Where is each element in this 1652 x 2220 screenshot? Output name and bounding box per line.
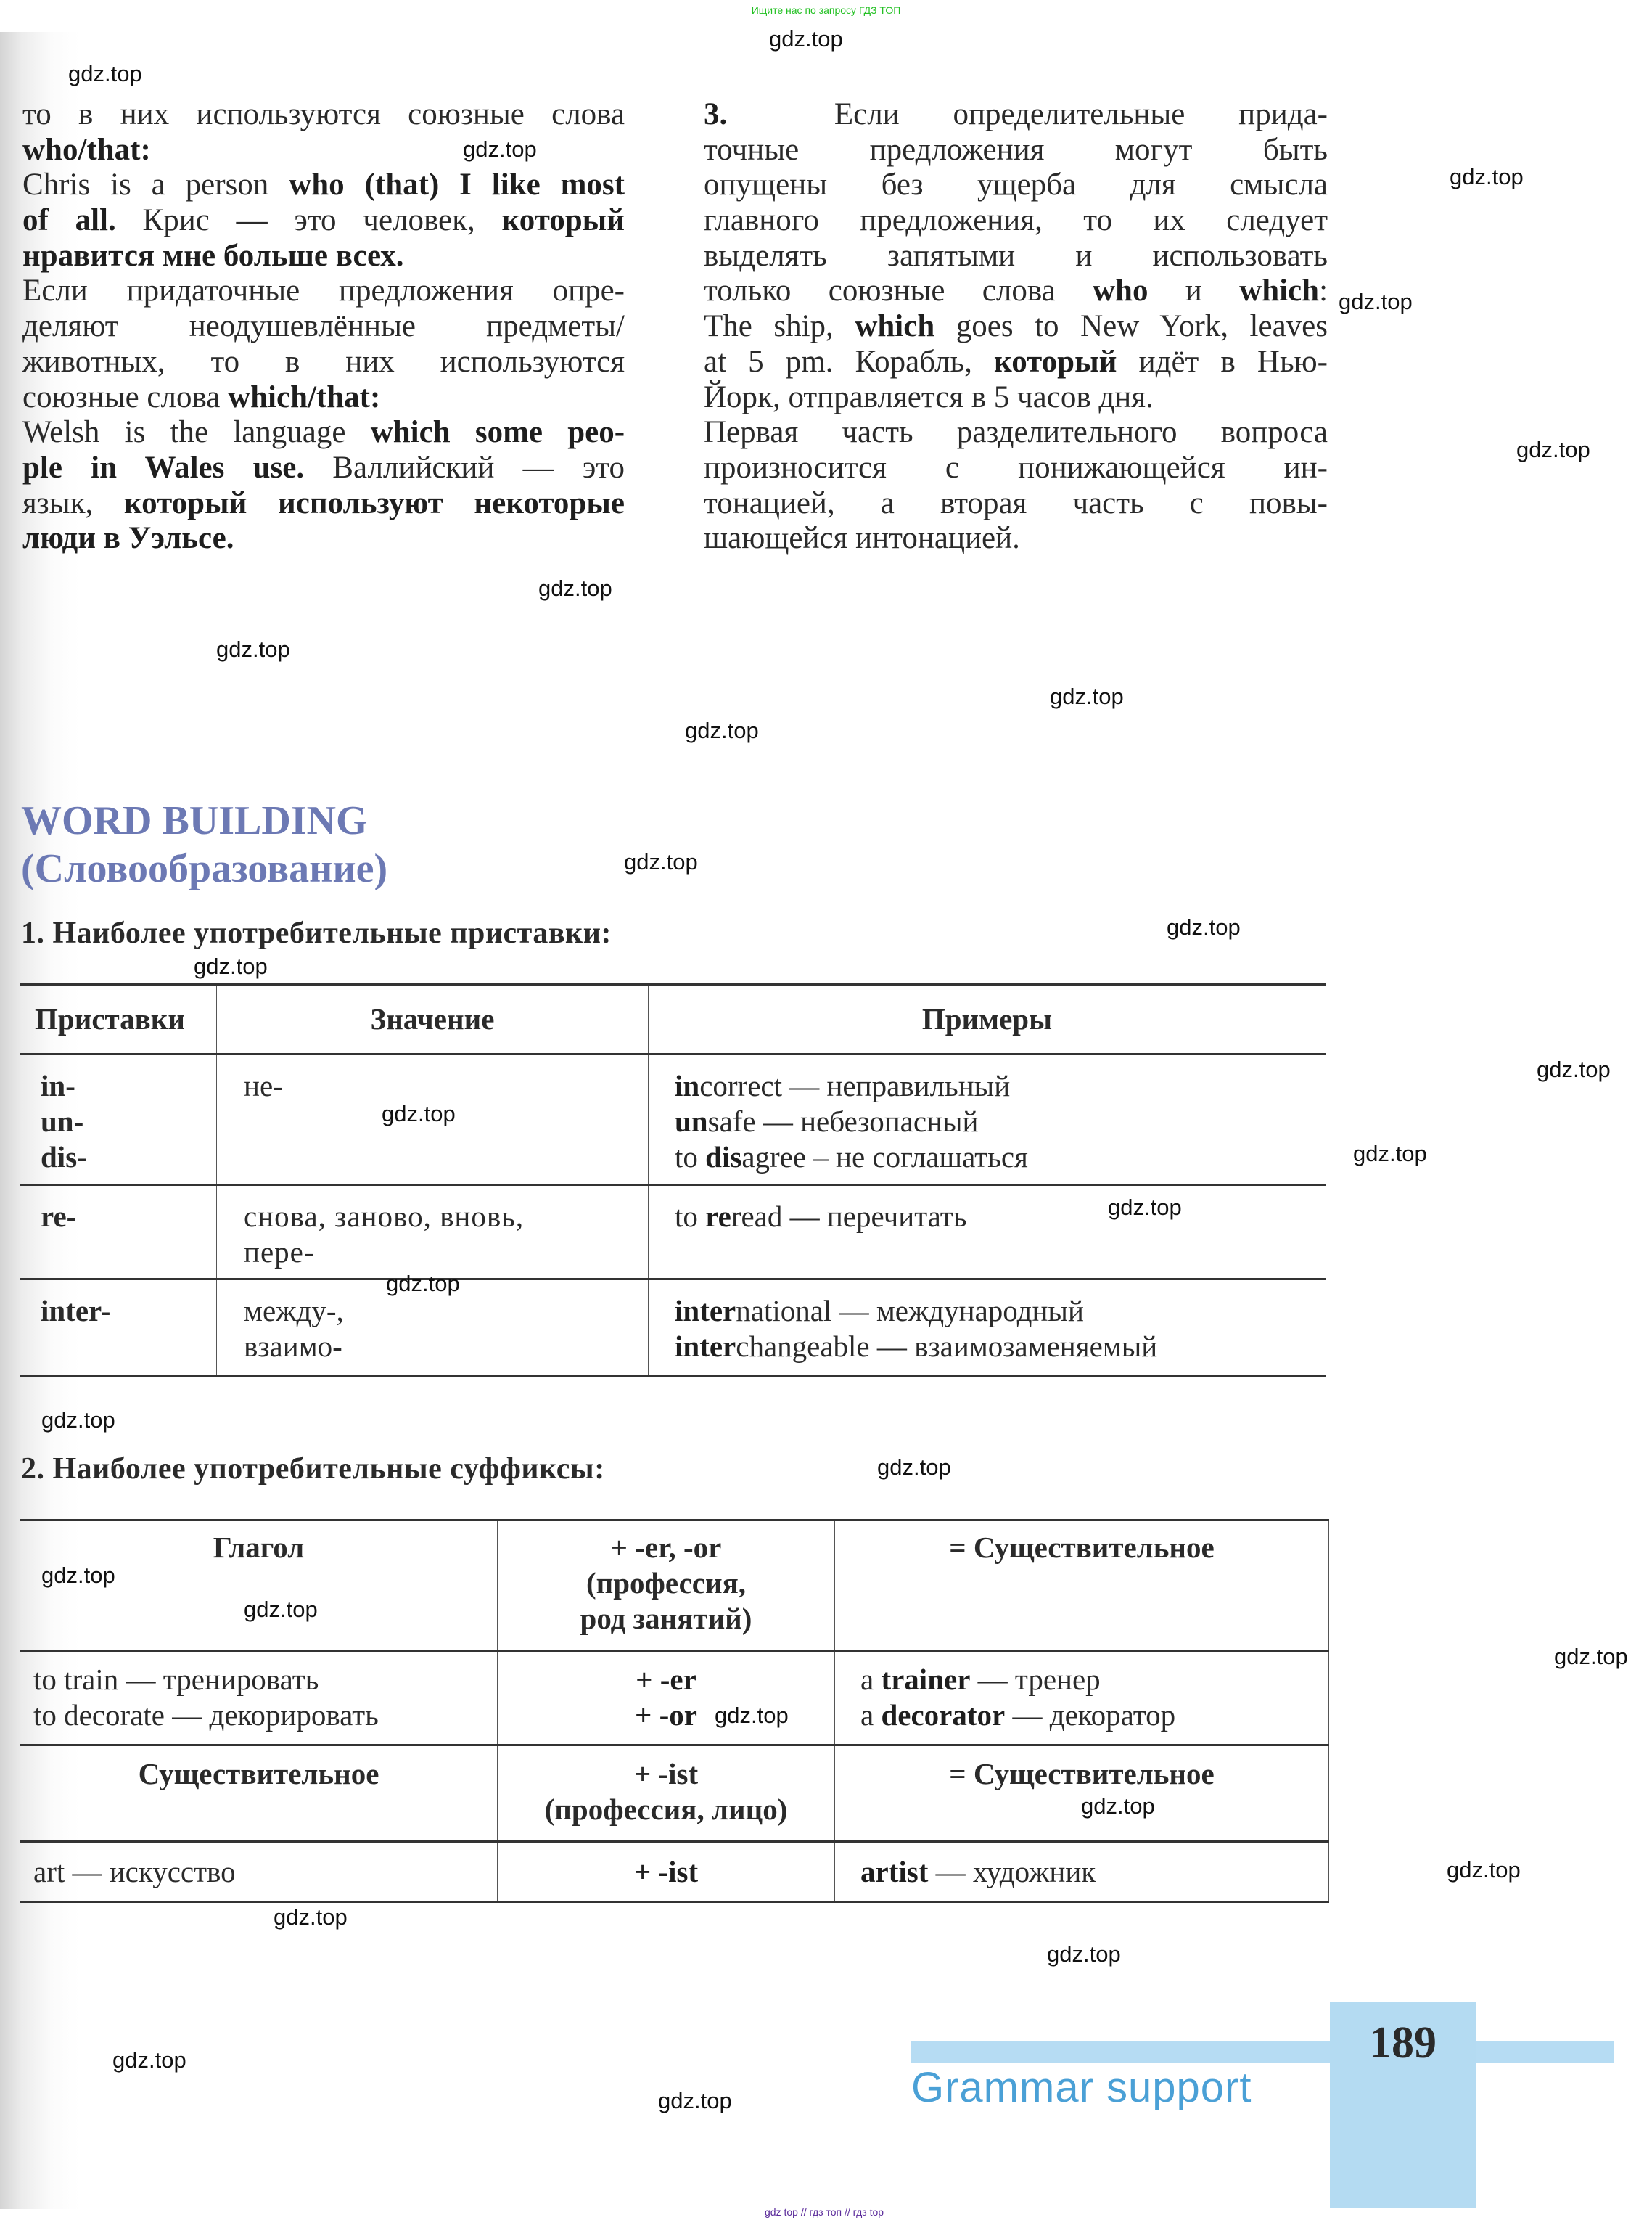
noun-cell [20,1842,498,1902]
watermark: gdz.top [538,576,612,601]
text: Если определительные прида- [727,97,1328,131]
cell-line [20,1530,497,1565]
text: — художник [928,1854,1096,1888]
text: точные предложения могут быть [704,132,1328,167]
prefix-cell [20,1185,217,1279]
text: (профессия, лицо) [544,1793,788,1826]
text: Йорк, отправляется в 5 часов дня. [704,380,1154,414]
text-line [704,415,1328,451]
text: read — перечитать [731,1200,967,1233]
text-line [704,486,1328,522]
text: — тренер [970,1663,1101,1696]
watermark: gdz.top [1450,164,1524,189]
left-text-column [22,97,625,557]
suffixes-heading: 2. Наиболее употребительные суффиксы: [21,1452,605,1486]
watermark: gdz.top [386,1271,460,1296]
header-cell: Приставки [20,985,217,1054]
section-subtitle: (Словообразование) [21,846,388,891]
text: Chris is a person [22,168,289,202]
text: art — искусство [33,1854,236,1888]
cell-line [244,1068,648,1104]
right-text-column [704,97,1328,557]
watermark: gdz.top [1108,1195,1182,1220]
text: to decorate — декорировать [33,1698,379,1732]
text-line [704,133,1328,168]
text: changeable — взаимозаменяемый [736,1330,1158,1363]
text: взаимо- [244,1330,342,1363]
watermark: gdz.top [624,849,698,875]
watermark: gdz.top [877,1454,951,1480]
text-line [22,274,625,309]
cell-line [41,1199,216,1234]
text: главного предложения, то их следует [704,203,1328,238]
text: goes to New York, leaves [934,309,1328,344]
cell-line [33,1854,497,1890]
bold-text: + -er [636,1663,696,1696]
text: язык, [22,486,124,520]
bold-text: нравится мне больше всех. [22,238,404,273]
watermark: gdz.top [68,61,142,86]
text: re- [41,1200,77,1233]
text: Welsh is the language [22,415,371,450]
cell-line [835,1756,1328,1792]
text: опущены без ущерба для смысла [704,168,1328,202]
text-line [22,239,625,274]
noun-cell [835,1842,1329,1902]
watermark: gdz.top [1050,684,1124,709]
bold-text: in [675,1069,700,1102]
table-header-row [20,985,1326,1054]
cell-line [498,1530,834,1565]
cell-line [675,1293,1326,1329]
text: (профессия, [585,1566,747,1600]
cell-line [244,1293,648,1329]
text-line [704,451,1328,486]
suffix-cell [498,1842,835,1902]
watermark: gdz.top [1167,914,1241,940]
text: Первая часть разделительного вопроса [704,415,1328,450]
watermark: gdz.top [1537,1057,1611,1082]
bold-text: un [675,1105,708,1138]
watermark: gdz.top [41,1562,115,1588]
text: не- [244,1069,283,1102]
bold-text: который [993,344,1117,379]
watermark: gdz.top [1339,289,1413,314]
header-cell [20,1745,498,1842]
cell-line [498,1565,834,1601]
bold-text: of all. [22,203,116,238]
meaning-cell [217,1185,649,1279]
text-line [22,345,625,380]
section-label: Grammar support [911,2064,1252,2111]
watermark: gdz.top [274,1904,348,1930]
watermark: gdz.top [1047,1941,1121,1967]
text: national — международный [736,1294,1084,1327]
text: Существительное [138,1757,379,1790]
cell-line [244,1234,648,1270]
text-line [704,274,1328,309]
header-cell: Примеры [649,985,1326,1054]
table-header-row [20,1520,1329,1651]
text-line [704,203,1328,239]
text: род занятий) [580,1602,752,1635]
text: in- [41,1069,75,1102]
bold-text: ple in Wales use. [22,450,305,485]
text: снова, заново, вновь, [244,1200,525,1233]
cell-line [860,1697,1328,1733]
watermark: gdz.top [1447,1857,1521,1883]
text: между-, [244,1294,344,1327]
bold-text: inter [675,1330,736,1363]
watermark: gdz.top [1353,1141,1427,1166]
cell-line [835,1530,1328,1565]
bold-text: decorator [881,1698,1006,1732]
header-cell [498,1520,835,1651]
text: + -ist [633,1757,699,1790]
text: to train — тренировать [33,1663,319,1696]
text-line [704,309,1328,345]
text-line [22,168,625,203]
cell-line [498,1854,834,1890]
cell-line [675,1139,1326,1175]
text: to [675,1140,706,1174]
bold-text: люди в Уэльсе. [22,521,234,556]
text: — декоратор [1005,1698,1176,1732]
cell-line [498,1756,834,1792]
section-title: WORD BUILDING [21,798,368,843]
text-line [22,97,625,133]
suffix-cell [498,1651,835,1745]
top-banner[interactable]: Ищите нас по запросу ГДЗ ТОП [751,4,901,16]
bold-text: which [1239,274,1320,308]
cell-line [675,1104,1326,1139]
text-line [22,486,625,522]
watermark: gdz.top [194,954,268,979]
watermark: gdz.top [658,2088,732,2113]
text: a [860,1698,882,1732]
watermark: gdz.top [244,1597,318,1622]
bold-text: re [705,1200,731,1233]
table-row [20,1054,1326,1185]
text-line [704,345,1328,380]
text: и [1148,274,1240,308]
cell-line [860,1662,1328,1697]
header-cell [835,1520,1329,1651]
text: Глагол [213,1531,305,1564]
cell-line [20,1756,497,1792]
text: : [1319,274,1328,308]
table-row [20,1651,1329,1745]
text: пере- [244,1235,315,1269]
text: деляют неодушевлённые предметы/ [22,309,625,344]
text: agree – не соглашаться [741,1140,1028,1174]
watermark: gdz.top [216,636,290,662]
bold-text: который используют некоторые [123,486,625,520]
text-line [22,415,625,451]
noun-cell [835,1651,1329,1745]
watermark: gdz.top [463,136,537,162]
watermark: gdz.top [41,1407,115,1433]
bold-text: which [855,309,935,344]
text-line [704,380,1328,416]
text: произносится с понижающейся ин- [704,450,1328,485]
suffix-table [20,1519,1329,1903]
text-line [22,203,625,239]
text: шающейся интонацией. [704,521,1020,556]
text: to [675,1200,706,1233]
watermark: gdz.top [382,1101,456,1126]
cell-line [675,1329,1326,1364]
bold-text: 3. [704,97,728,131]
bold-text: artist [860,1854,929,1888]
prefix-cell [20,1279,217,1376]
text: идёт в Нью- [1117,344,1328,379]
bold-text: inter [675,1294,736,1327]
footer-band [911,2041,1614,2063]
bold-text: which some peo- [370,415,625,450]
text: un- [41,1105,84,1138]
bold-text: который [501,203,625,238]
text: inter- [41,1294,111,1327]
text: dis- [41,1140,87,1174]
watermark: gdz.top [112,2047,186,2073]
text: safe — небезопасный [707,1105,979,1138]
text: The ship, [704,309,855,344]
text: Крис — это человек, [115,203,502,238]
cell-line [675,1199,1326,1234]
text-line [704,97,1328,133]
cell-line [675,1068,1326,1104]
bold-text: trainer [881,1663,971,1696]
watermark: gdz.top [1081,1793,1155,1819]
page-number: 189 [1369,2018,1437,2068]
bold-text: which/that: [228,380,381,414]
text: = Существительное [949,1531,1215,1564]
cell-line [244,1199,648,1234]
examples-cell [649,1279,1326,1376]
text: животных, то в них используются [22,344,625,379]
bottom-banner[interactable]: gdz top // гдз топ // гдз top [765,2206,884,2218]
bold-text: who (that) I like most [289,168,625,202]
text-line [704,168,1328,203]
cell-line [244,1329,648,1364]
header-cell: Значение [217,985,649,1054]
bold-text: who [1092,274,1148,308]
bold-text: + -or [635,1698,697,1732]
bold-text: + -ist [633,1854,699,1888]
word-building-title [21,797,387,893]
cell-line [860,1854,1328,1890]
cell-line [33,1697,497,1733]
bold-text: dis [705,1140,742,1174]
text: + -er, -or [610,1531,722,1564]
cell-line [498,1601,834,1637]
text-line [22,380,625,416]
prefixes-heading: 1. Наиболее употребительные приставки: [21,917,612,950]
text-line [704,239,1328,274]
cell-line [33,1662,497,1697]
text: союзные слова [22,380,229,414]
prefix-cell [20,1054,217,1185]
watermark: gdz.top [685,718,759,743]
text: выделять запятыми и использовать [704,238,1328,273]
cell-line [41,1104,216,1139]
cell-line [41,1293,216,1329]
text: Валлийский — это [304,450,625,485]
watermark: gdz.top [1516,437,1590,462]
text: correct — неправильный [699,1069,1011,1102]
examples-cell [649,1185,1326,1279]
cell-line [41,1068,216,1104]
header-cell [498,1745,835,1842]
text: то в них используются союзные слова [22,97,625,131]
table-row [20,1279,1326,1376]
examples-cell [649,1054,1326,1185]
prefix-table [20,983,1326,1377]
text: только союзные слова [704,274,1093,308]
text: тонацией, а вторая часть с повы- [704,486,1328,520]
verb-cell [20,1651,498,1745]
cell-line [498,1792,834,1827]
text-line [22,309,625,345]
text: a [860,1663,882,1696]
text: Если придаточные предложения опре- [22,274,625,308]
cell-line [498,1662,834,1697]
table-row [20,1842,1329,1902]
bold-text: who/that: [22,132,151,167]
text-line [22,521,625,557]
watermark: gdz.top [715,1703,789,1728]
text: at 5 pm. Корабль, [704,344,994,379]
watermark: gdz.top [769,26,843,52]
text-line [704,521,1328,557]
cell-line [41,1139,216,1175]
watermark: gdz.top [1554,1644,1628,1669]
text: = Существительное [949,1757,1215,1790]
text-line [22,451,625,486]
